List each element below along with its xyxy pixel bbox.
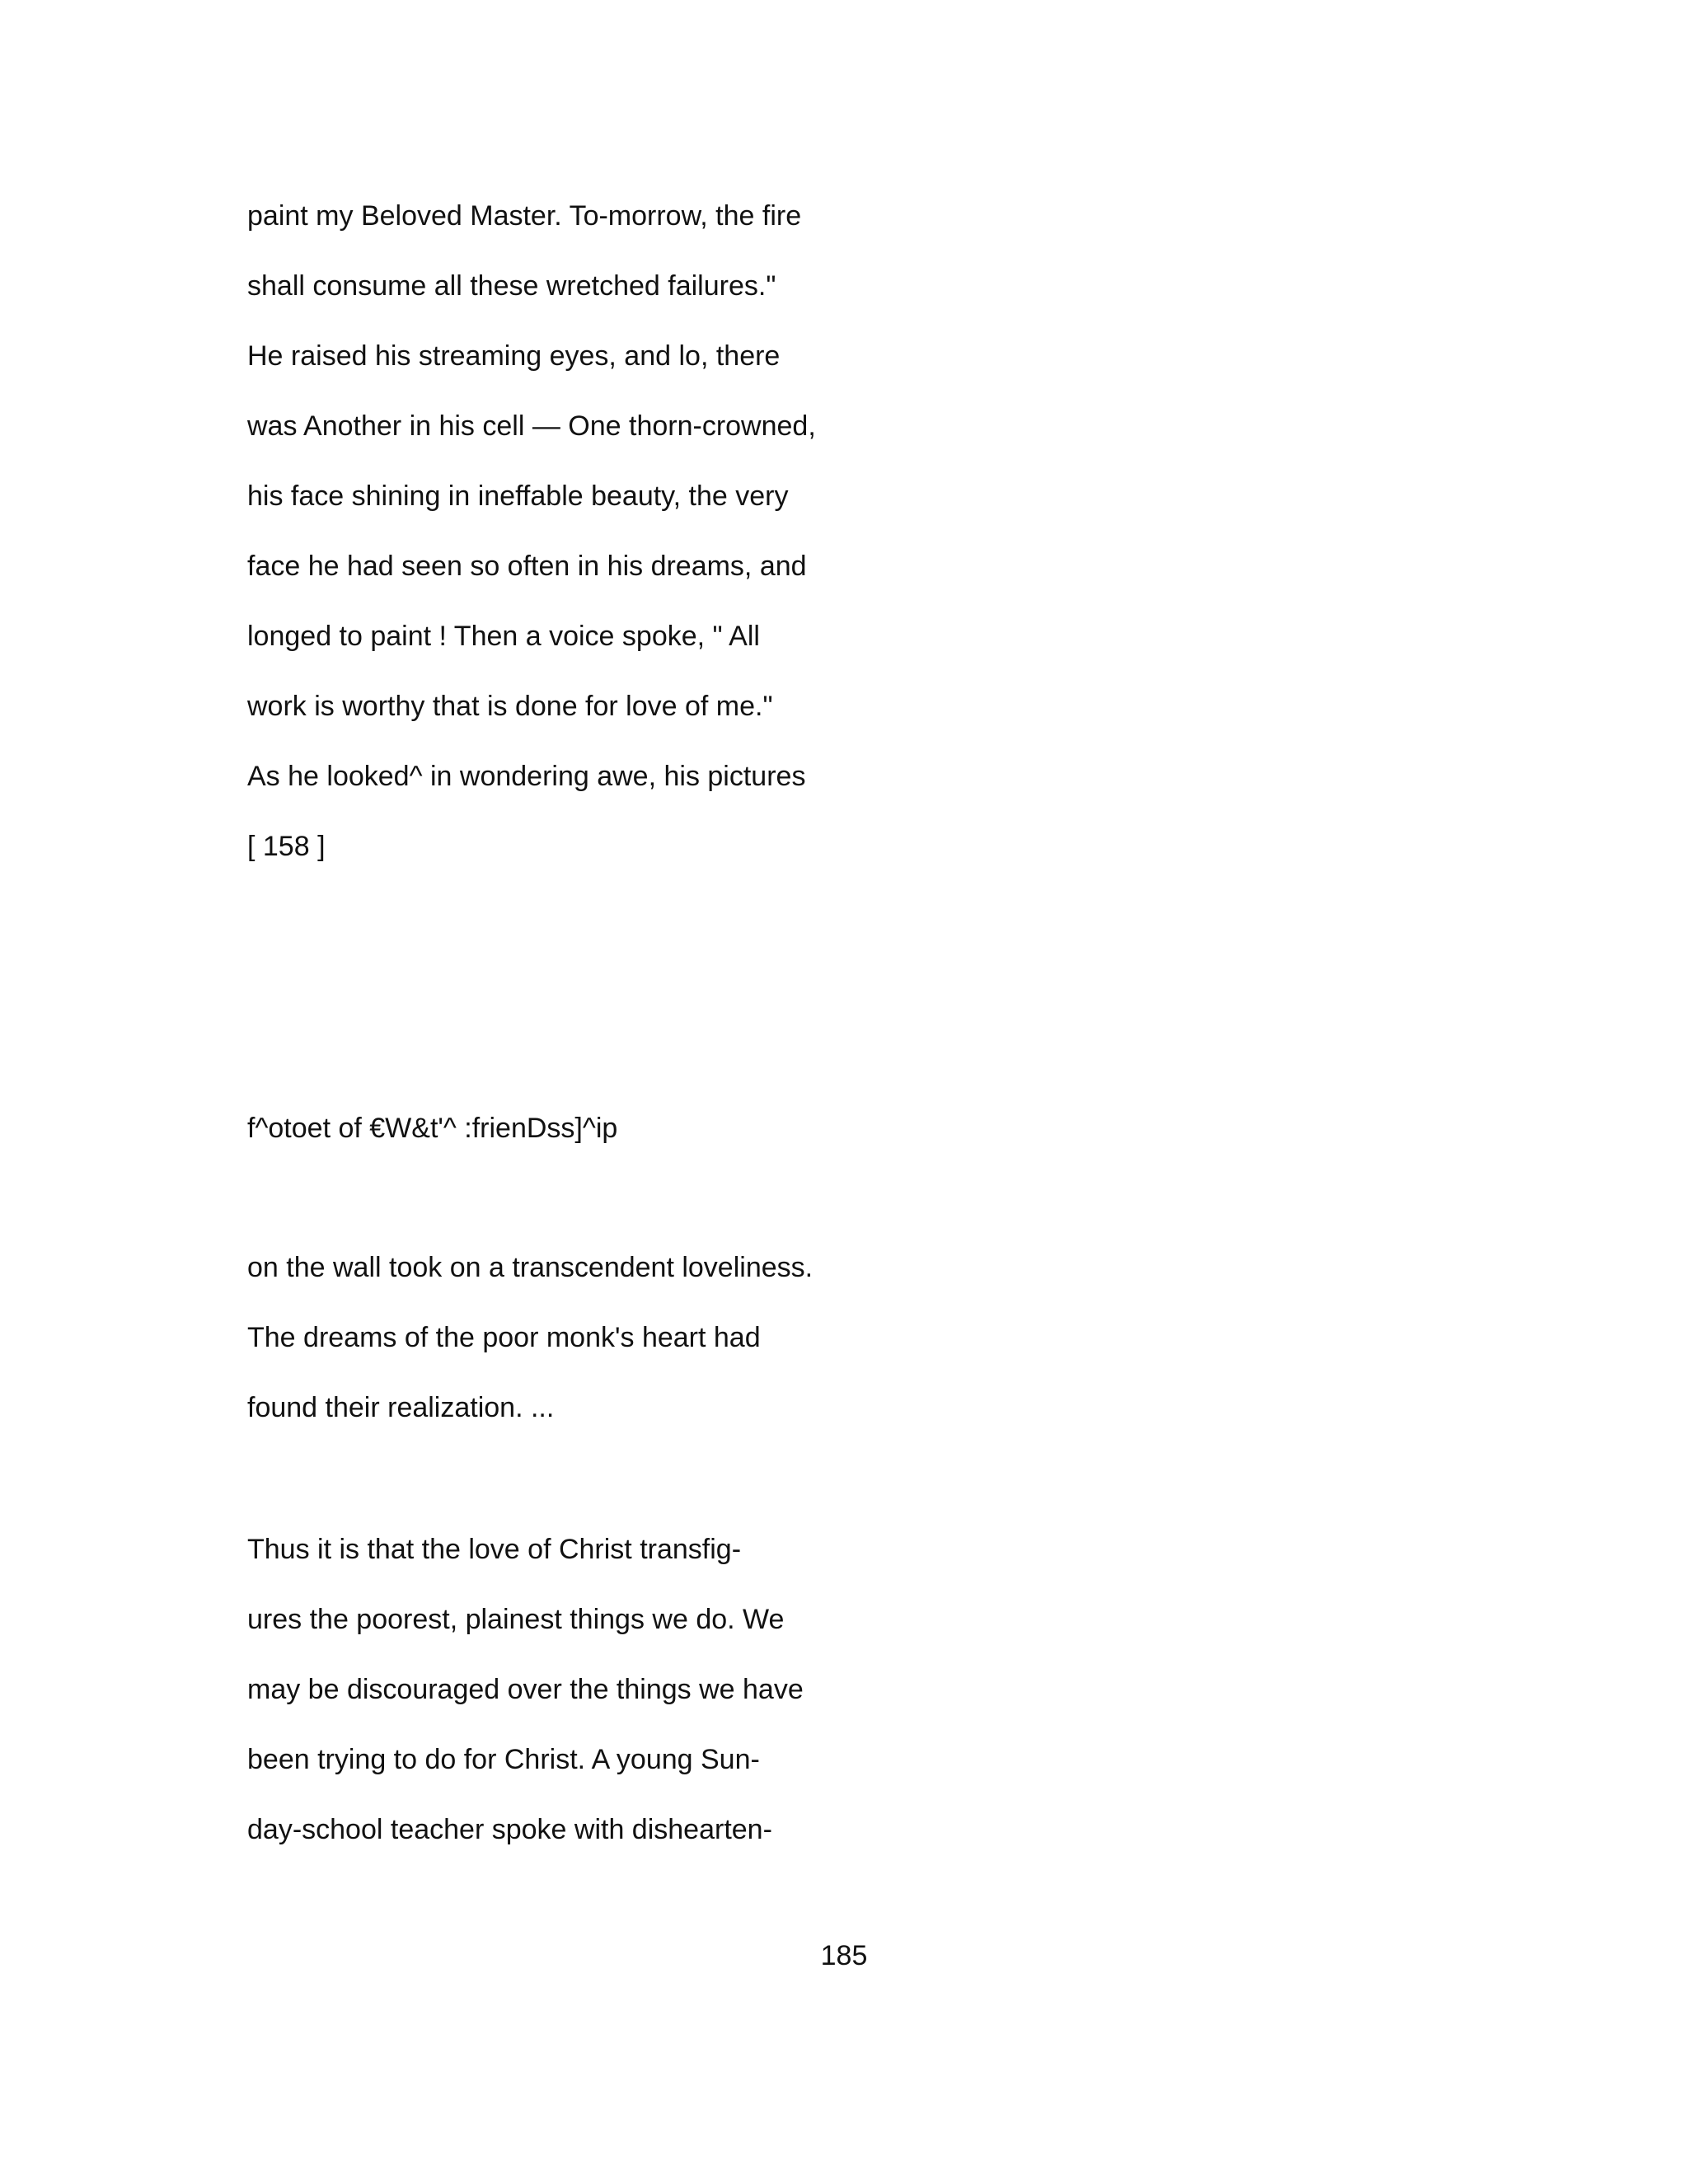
text-line: found their realization. ... bbox=[247, 1392, 555, 1423]
text-line: his face shining in ineffable beauty, the very bbox=[247, 480, 789, 512]
text-line: longed to paint ! Then a voice spoke, " All bbox=[247, 621, 760, 652]
text-line: paint my Beloved Master. To-morrow, the fire bbox=[247, 200, 802, 232]
text-line: day-school teacher spoke with dishearten- bbox=[247, 1814, 772, 1845]
running-header-text: f^otoet of €W&t'^ :frienDss]^ip bbox=[247, 1113, 618, 1144]
text-line: The dreams of the poor monk's heart had bbox=[247, 1322, 761, 1353]
running-header bbox=[247, 1094, 1401, 1164]
text-line: been trying to do for Christ. A young Sun- bbox=[247, 1744, 760, 1775]
paragraph-block-middle bbox=[247, 1233, 1401, 1443]
text-line: ures the poorest, plainest things we do. We bbox=[247, 1604, 785, 1635]
text-line: shall consume all these wretched failures." bbox=[247, 270, 776, 302]
text-line: As he looked^ in wondering awe, his pictures bbox=[247, 761, 806, 792]
text-line: on the wall took on a transcendent loveliness. bbox=[247, 1252, 814, 1283]
text-line: work is worthy that is done for love of me." bbox=[247, 691, 773, 722]
page-number: 185 bbox=[820, 1940, 868, 1971]
paragraph-block-top bbox=[247, 181, 1401, 882]
text-line: Thus it is that the love of Christ transfig- bbox=[247, 1534, 742, 1565]
text-line: face he had seen so often in his dreams, and bbox=[247, 551, 807, 582]
text-line: may be discouraged over the things we have bbox=[247, 1674, 804, 1705]
text-line: He raised his streaming eyes, and lo, there bbox=[247, 340, 781, 372]
paragraph-block-bottom bbox=[247, 1515, 1401, 1865]
text-line: was Another in his cell — One thorn-crowned, bbox=[247, 410, 816, 442]
original-page-number: [ 158 ] bbox=[247, 831, 326, 862]
